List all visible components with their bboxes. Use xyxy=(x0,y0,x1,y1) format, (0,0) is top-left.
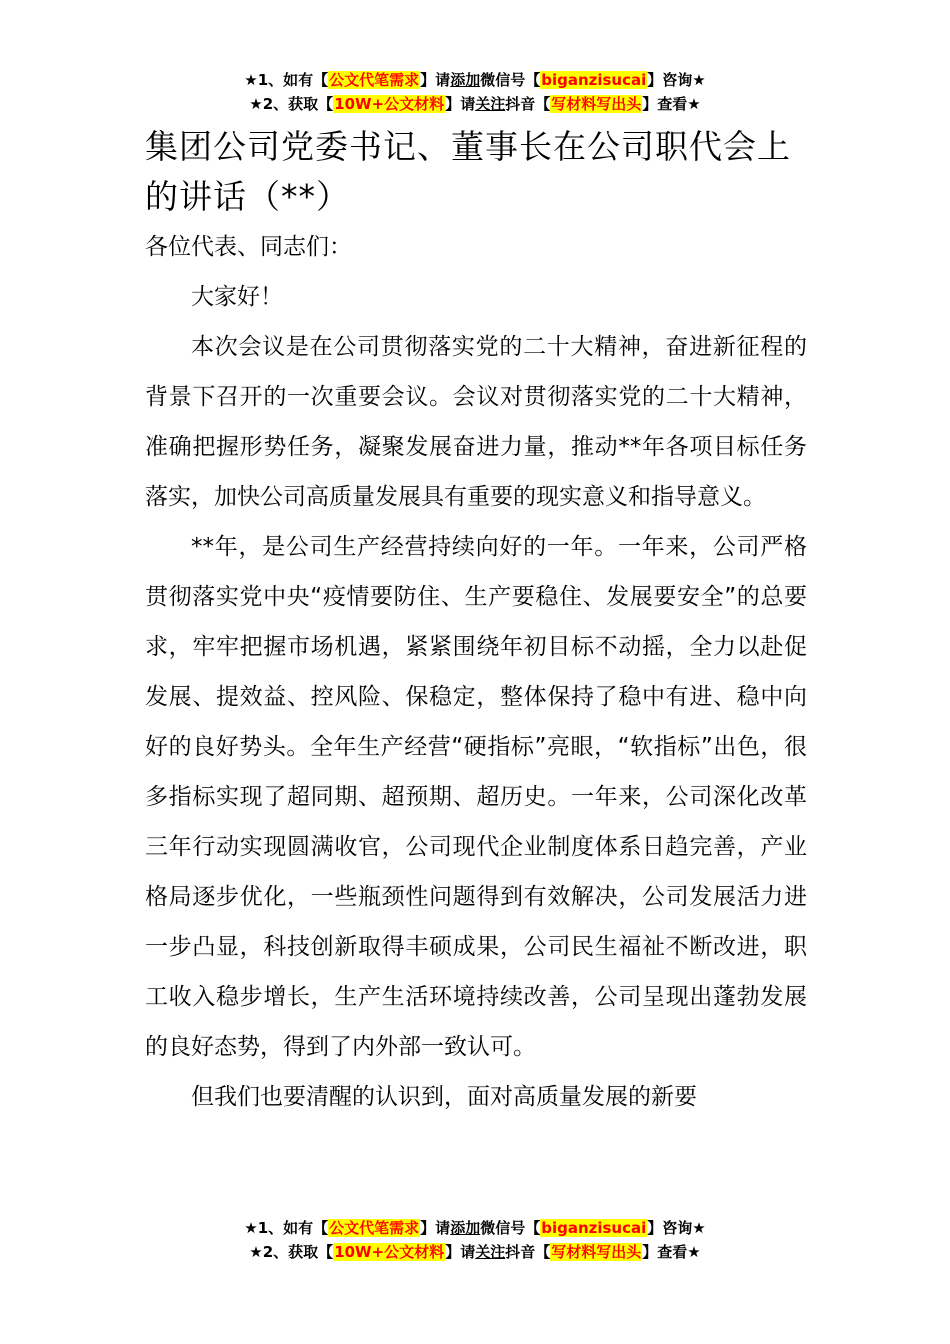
banner-text: 】请 xyxy=(420,1219,451,1237)
banner-emphasis: 添加 xyxy=(450,1219,481,1237)
banner-line-1 xyxy=(0,68,950,92)
banner-emphasis: 添加 xyxy=(450,71,481,89)
highlight-text: 公文代笔需求 xyxy=(329,71,420,89)
header-banner xyxy=(0,68,950,116)
highlight-text: 10W+公文材料 xyxy=(334,95,445,113)
banner-text: 】请 xyxy=(445,1243,476,1261)
highlight-text: 10W+公文材料 xyxy=(334,1243,445,1261)
highlight-text: biganzisucai xyxy=(541,71,647,89)
banner-text: 】查看★ xyxy=(642,95,701,113)
document-title: 集团公司党委书记、董事长在公司职代会上的讲话（**） xyxy=(145,127,791,216)
banner-text: ★2、获取【 xyxy=(249,95,334,113)
banner-text: 】请 xyxy=(420,71,451,89)
banner-text: 微信号【 xyxy=(480,71,541,89)
footer-banner xyxy=(0,1216,950,1264)
banner-emphasis: 关注 xyxy=(475,95,506,113)
banner-text: 】咨询★ xyxy=(647,1219,706,1237)
paragraph: **年，是公司生产经营持续向好的一年。一年来，公司严格贯彻落实党中央“疫情要防住、生产要稳住、发展要安全”的总要求，牢牢把握市场机遇，紧紧围绕年初目标不动摇，全力以赴促发展、提效益、控风险、保稳定，整体保持了稳中有进、稳中向好的良好势头。全年生产经营“硬指标”亮眼，“软指标”出色，很多指标实现了超同期、超预期、超历史。一年来，公司深化改革三年行动实现圆满收官，公司现代企业制度体系日趋完善，产业格局逐步优化，一些瓶颈性问题得到有效解决，公司发展活力进一步凸显，科技创新取得丰硕成果，公司民生福祉不断改进，职工收入稳步增长，生产生活环境持续改善，公司呈现出蓬勃发展的良好态势，得到了内外部一致认可。 xyxy=(145,534,807,1060)
banner-line-2 xyxy=(0,1240,950,1264)
highlight-text: 写材料写出头 xyxy=(551,95,642,113)
highlight-text: 公文代笔需求 xyxy=(329,1219,420,1237)
banner-text: 】查看★ xyxy=(642,1243,701,1261)
salutation: 各位代表、同志们： xyxy=(145,234,352,260)
banner-line-1 xyxy=(0,1216,950,1240)
banner-text: 】咨询★ xyxy=(647,71,706,89)
banner-emphasis: 关注 xyxy=(475,1243,506,1261)
banner-text: 】请 xyxy=(445,95,476,113)
banner-text: ★1、如有【 xyxy=(244,71,329,89)
banner-text: 微信号【 xyxy=(480,1219,541,1237)
banner-text: 抖音【 xyxy=(505,95,551,113)
banner-text: ★2、获取【 xyxy=(249,1243,334,1261)
banner-line-2 xyxy=(0,92,950,116)
highlight-text: biganzisucai xyxy=(541,1219,647,1237)
paragraph: 大家好！ xyxy=(191,284,283,310)
banner-text: ★1、如有【 xyxy=(244,1219,329,1237)
highlight-text: 写材料写出头 xyxy=(551,1243,642,1261)
paragraph: 但我们也要清醒的认识到，面对高质量发展的新要 xyxy=(191,1084,697,1110)
paragraph: 本次会议是在公司贯彻落实党的二十大精神，奋进新征程的背景下召开的一次重要会议。会议对贯彻落实党的二十大精神，准确把握形势任务，凝聚发展奋进力量，推动**年各项目标任务落实，加快公司高质量发展具有重要的现实意义和指导意义。 xyxy=(145,334,807,510)
document-body xyxy=(145,122,807,1122)
banner-text: 抖音【 xyxy=(505,1243,551,1261)
